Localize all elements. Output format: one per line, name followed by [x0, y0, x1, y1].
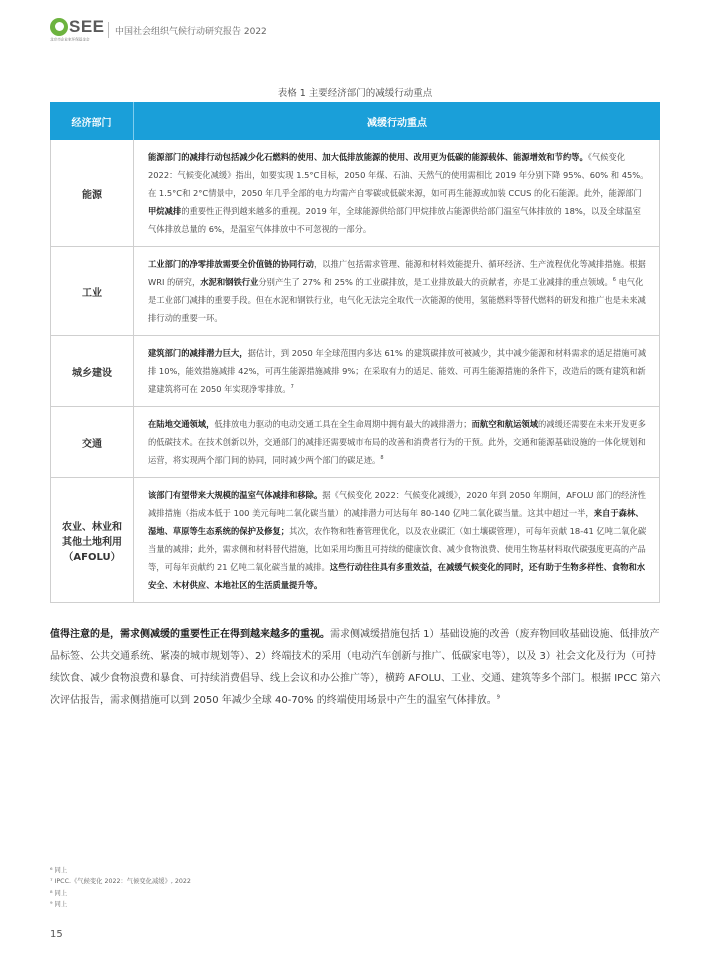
column-header-focus: 减缓行动重点: [367, 117, 427, 129]
sector-cell: 工业: [51, 247, 134, 335]
focus-cell: 在陆地交通领域，低排放电力驱动的电动交通工具在全生命周期中拥有最大的减排潜力；而航空和航运领域的减缓还需要在未来开发更多的低碳技术。在技术创新以外，交通部门的减排还需要城市布局的改善和消费者行为的干预。此外，交通和能源基础设施的一体化规划和运营，将实现两个部门间的协同，同时减少两个部门的碳足迹。$^8$: [148, 419, 646, 465]
report-title: 中国社会组织气候行动研究报告 2022: [115, 27, 267, 37]
logo-text: SEE: [69, 17, 105, 36]
header-divider: [108, 22, 109, 38]
column-header-sector: 经济部门: [50, 102, 134, 140]
page-number: 15: [50, 929, 63, 940]
focus-cell: 能源部门的减排行动包括减少化石燃料的使用、加大低排放能源的使用、改用更为低碳的能源载体、能源增效和节约等。《气候变化 2022：气候变化减缓》指出，如要实现 1.5°C目标，2050 年煤、石油、天然气的使用需相比 2019 年分别下降 95%、60% 和 45%。在 1.5°C和 2°C情景中，2050 年几乎全部的电力均需产自零碳或低碳来源，如可再生能源或加装 CCUS 的化石能源。此外，能源部门甲烷减排的重要性正得到越来越多的重视。2019 年，全球能源供给部门甲烷排放占能源供给部门温室气体排放的 18%，以及全球温室气体排放总量的 6%，是温室气体排放中不可忽视的一部分。: [148, 152, 649, 234]
focus-cell: 该部门有望带来大规模的温室气体减排和移除。据《气候变化 2022：气候变化减缓》，2020 年到 2050 年期间，AFOLU 部门的经济性减排措施（指成本低于 100 美元每吨二氧化碳当量）的减排潜力可达每年 80-140 亿吨二氧化碳当量。这其中超过一半，来自于森林、湿地、草原等生态系统的保护及修复；其次，农作物和牲畜管理优化，以及农业碳汇（如土壤碳管理），可每年贡献 18-41 亿吨二氧化碳当量的减排；此外，需求侧和材料替代措施，比如采用均衡且可持续的健康饮食、减少食物浪费、使用生物基材料取代碳强度更高的产品等，可每年贡献约 21 亿吨二氧化碳当量的减排。这些行动往往具有多重效益，在减缓气候变化的同时，还有助于生物多样性、食物和水安全、木材供应、本地社区的生活质量提升等。: [148, 490, 647, 590]
leaf-icon: [50, 18, 68, 36]
footnote: ⁷ IPCC.《气候变化 2022：气候变化减缓》, 2022: [50, 878, 191, 886]
table-row-buildings: [50, 336, 660, 407]
table-row-energy: [50, 140, 660, 247]
sector-cell: 农业、林业和 其他土地利用 （AFOLU）: [51, 478, 134, 602]
table-row-afolu: [50, 478, 660, 603]
footnote: ⁹ 同上: [50, 901, 68, 909]
logo-subtitle: 北京市企业家环保基金会: [50, 37, 90, 42]
footnote-ref: 6: [612, 277, 616, 284]
sector-cell: 交通: [51, 407, 134, 477]
focus-cell: 工业部门的净零排放需要全价值链的协同行动，以推广包括需求管理、能源和材料效能提升、循环经济、生产流程优化等减排措施。根据 WRI 的研究，水泥和钢铁行业分别产生了 27% 和 25% 的工业碳排放，是工业排放最大的贡献者，亦是工业减排的重点领域。$^6$ 电气化是工业部门减排的重要手段。但在水泥和钢铁行业，电气化无法完全取代一次能源的使用，氢能燃料等替代燃料的研发和推广也是未来减排行动的重要一环。: [148, 259, 646, 323]
table-row-industry: [50, 247, 660, 336]
page-header: [0, 0, 710, 46]
table-caption: 表格 1 主要经济部门的减缓行动重点: [277, 88, 433, 99]
sector-cell: 能源: [51, 140, 134, 246]
table-row-transport: [50, 407, 660, 478]
footnote: ⁶ 同上: [50, 867, 68, 874]
footnote-ref: 9: [496, 694, 500, 701]
footnotes: [50, 865, 191, 911]
body-paragraph: 值得注意的是，需求侧减缓的重要性正在得到越来越多的重视。需求侧减缓措施包括 1）基础设施的改善（废弃物回收基础设施、低排放产品标签、公共交通系统、紧凑的城市规划等）、2）终端技术的采用（电动汽车创新与推广、低碳家电等），以及 3）社会文化及行为（可持续饮食、减少食物浪费和暴食、可持续消费倡导、线上会议和办公推广等），横跨 AFOLU、工业、交通、建筑等多个部门。根据 IPCC 第六次评估报告，需求侧措施可以到 2050 年减少全球 40-70% 的终端使用场景中产生的温室气体排放。$^9$: [50, 629, 661, 706]
mitigation-table: [50, 102, 660, 603]
focus-cell: 建筑部门的减排潜力巨大，据估计，到 2050 年全球范围内多达 61% 的建筑碳排放可被减少，其中减少能源和材料需求的适足措施可减排 10%，能效措施减排 42%，可再生能源措施减排 9%；在采取有力的适足、能效、可再生能源措施的条件下，改造后的既有建筑和新建建筑将可在 2050 年实现净零排放。$^7$: [148, 348, 647, 394]
footnote: ⁸ 同上: [50, 889, 68, 897]
sector-cell: 城乡建设: [51, 336, 134, 406]
footnote-ref: 8: [380, 455, 384, 462]
table-header: [50, 102, 660, 140]
footnote-ref: 7: [290, 384, 294, 391]
see-logo: [50, 17, 105, 42]
